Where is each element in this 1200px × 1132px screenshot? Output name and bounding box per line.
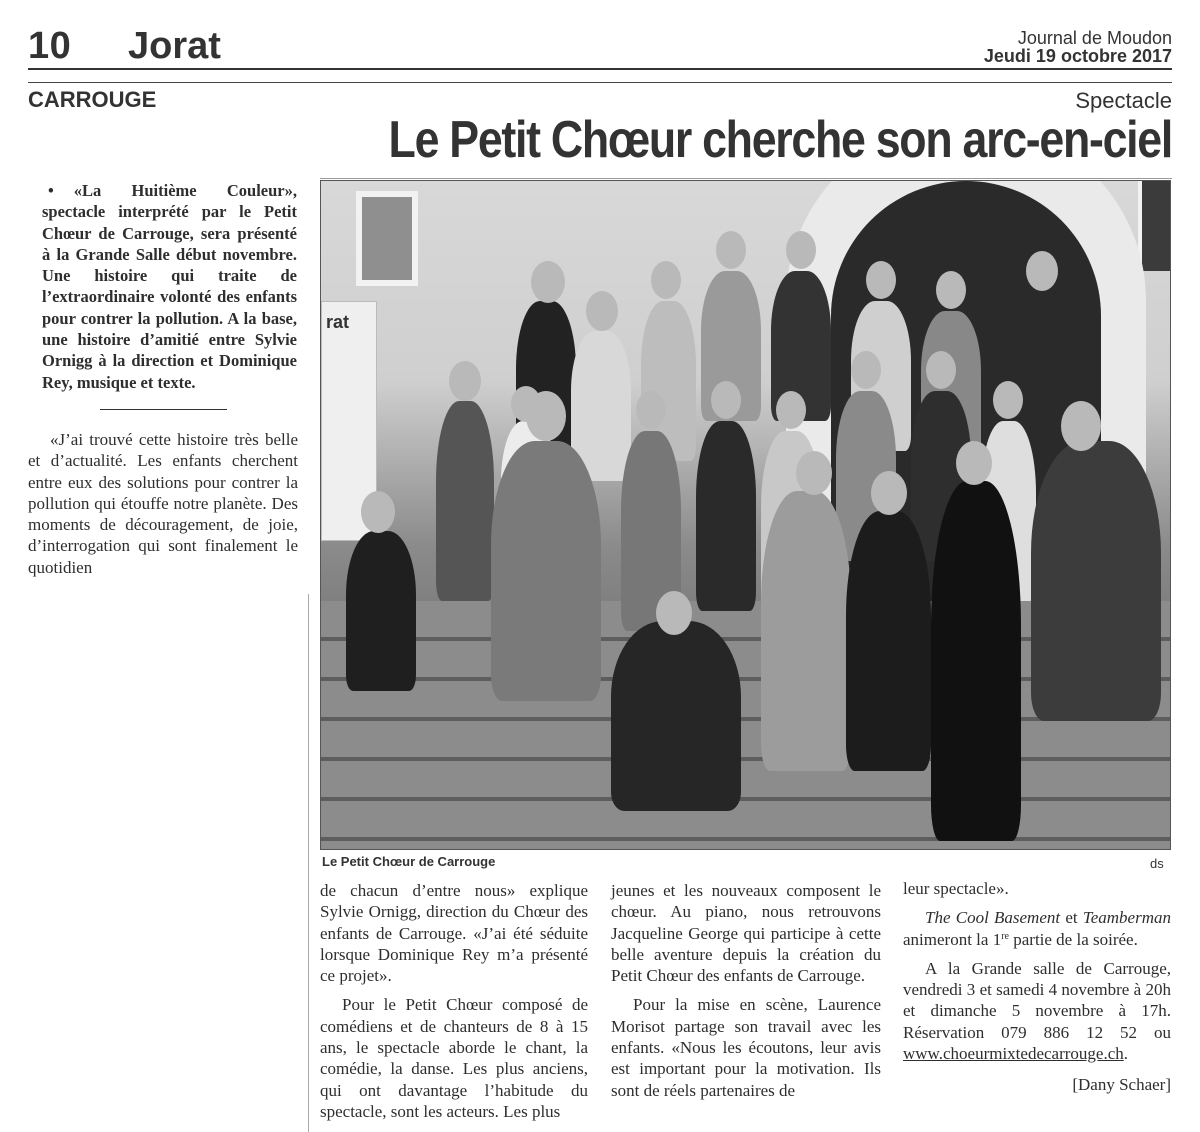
paragraph: leur spectacle».: [903, 879, 1009, 898]
lead-text: «La Huitième Couleur», spectacle interprété par le Petit Chœur de Carrouge, sera présenté à la Grande Salle début novembre. Une histoire qui traite de l’extraordinaire volonté des enfants pour contrer la pollution. A la base, une histoire d’amitié entre Sylvie Ornigg à la direction et Dominique Rey, musique et texte.: [42, 181, 297, 392]
article-headline: Le Petit Chœur cherche son arc-en-ciel: [388, 111, 1172, 169]
paragraph-performers: The Cool Basement et Teamberman animeront la 1re partie de la soirée.: [903, 908, 1171, 949]
paragraph: Pour la mise en scène, Laurence Morisot partage son travail avec les enfants. «Nous les écoutons, leur avis est important pour la motivation. Ils sont de réels partenaires de: [611, 995, 881, 1100]
paragraph: «J’ai trouvé cette histoire très belle et d’actualité. Les enfants cherchent entre eux des solutions pour contrer la pollution qui étouffe notre planète. Des moments de découragement, de joie, d’interrogation qui sont finalement le quotidien: [28, 430, 298, 577]
photo-sign-text: rat: [326, 312, 350, 332]
photo-credit: ds: [1150, 856, 1164, 871]
section-title: Jorat: [128, 25, 221, 67]
publication-name: Journal de Moudon: [1017, 28, 1172, 48]
article-column-2: [320, 880, 588, 1130]
author-signature: [Dany Schaer]: [1072, 1075, 1171, 1095]
bullet-icon: •: [48, 181, 54, 200]
paragraph: jeunes et les nouveaux composent le chœur. Au piano, nous retrouvons Jacqueline George qui participe à cette belle aventure depuis la création du Petit Chœur des enfants de Carrouge.: [611, 881, 881, 986]
article-column-3: [611, 880, 881, 1109]
band-name: The Cool Basement: [925, 908, 1061, 928]
article-photo: [320, 180, 1171, 850]
header-rule-thin: [28, 82, 1172, 83]
lead-divider: [100, 409, 227, 410]
publication-date: Jeudi 19 octobre 2017: [983, 46, 1172, 66]
headline-rule: [320, 178, 1172, 179]
band-name: Teamberman: [1082, 908, 1171, 928]
paragraph-info: A la Grande salle de Carrouge, vendredi 3 et samedi 4 novembre à 20h et dimanche 5 novembre à 17h. Réservation 079 886 12 52 ou www.choeurmixtedecarrouge.ch.: [903, 958, 1171, 1064]
page-number: 10: [28, 25, 72, 67]
photo-caption: Le Petit Chœur de Carrouge: [322, 854, 496, 869]
article-kicker: CARROUGE: [28, 87, 157, 112]
article-lead: [42, 180, 297, 393]
header-rule: [28, 68, 1172, 70]
article-column-4: [903, 878, 1171, 1104]
article-rubric: Spectacle: [1075, 88, 1172, 113]
article-column-1: [28, 429, 298, 586]
paragraph: de chacun d’entre nous» explique Sylvie Ornigg, direction du Chœur des enfants de Carrouge. «J’ai été séduite lorsque Dominique Rey m’a présenté ce projet».: [320, 881, 588, 986]
website-link[interactable]: www.choeurmixtedecarrouge.ch: [903, 1044, 1124, 1064]
paragraph: Pour le Petit Chœur composé de comédiens et de chanteurs de 8 à 15 ans, le spectacle aborde le chant, la comédie, la danse. Les plus anciens, qui ont davantage l’habitude du spectacle, sont les acteurs. Les plus: [320, 995, 588, 1121]
column-rule: [308, 594, 309, 1132]
photo-group: [341, 221, 1170, 841]
